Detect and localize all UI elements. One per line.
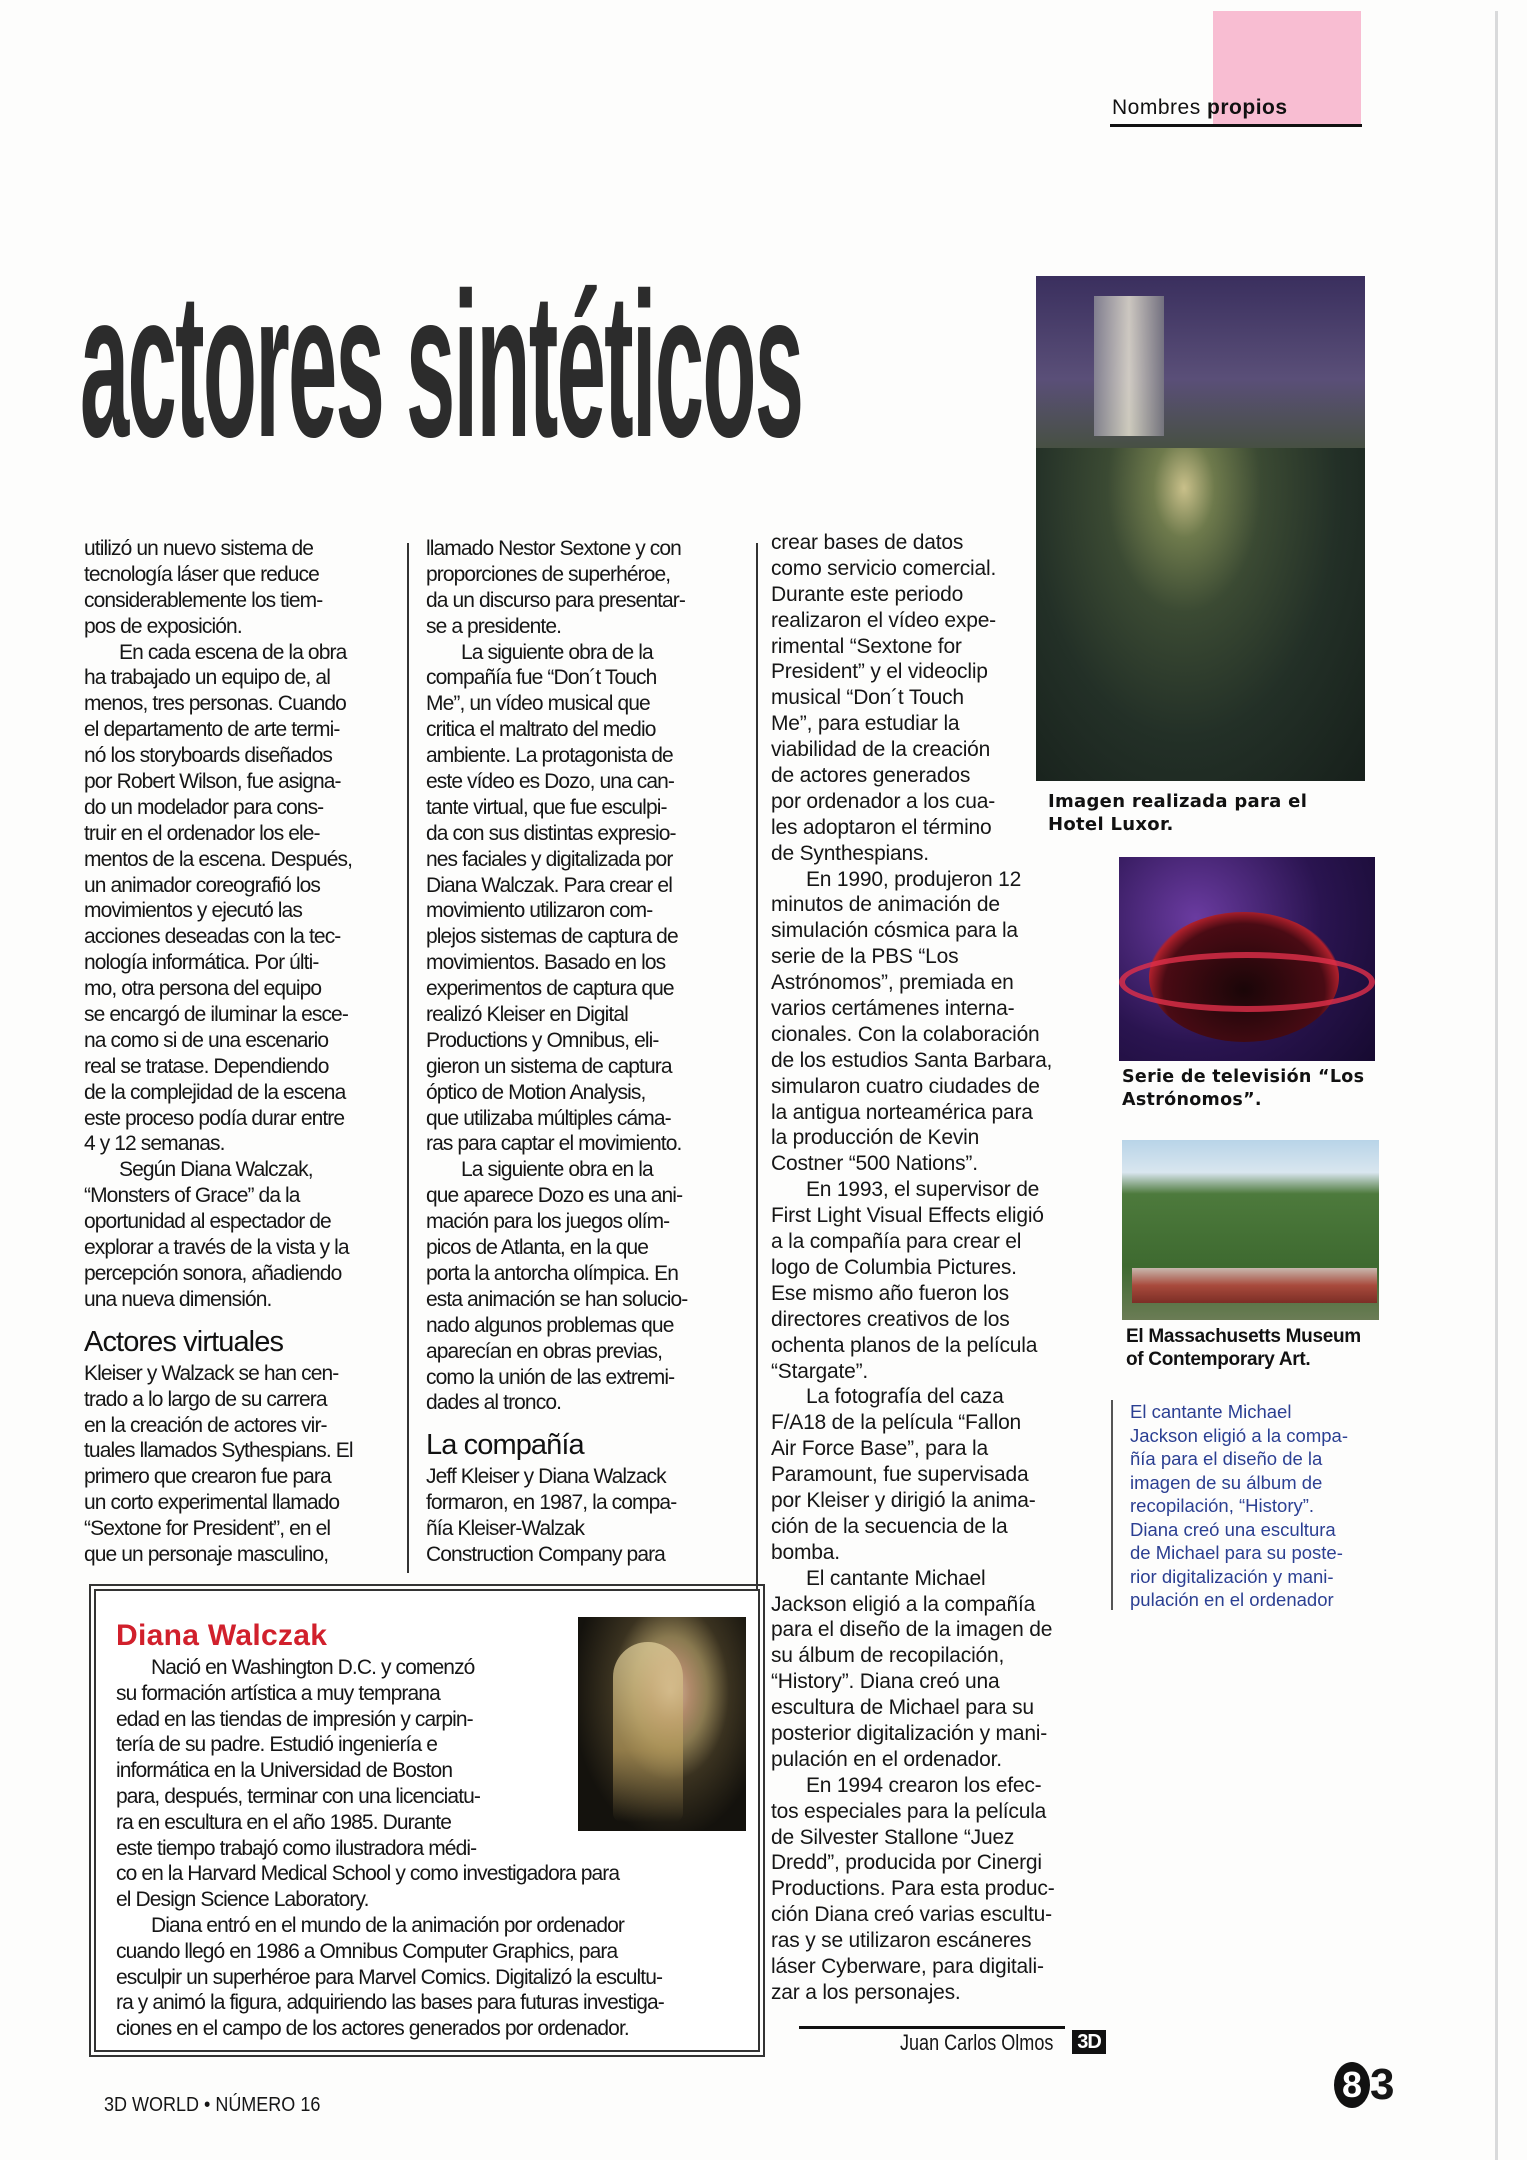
- photo-museum: [1122, 1140, 1379, 1320]
- paragraph: [426, 536, 687, 640]
- sidenote-line: imagen de su álbum de: [1130, 1471, 1323, 1493]
- photo-astronomos: [1119, 857, 1375, 1061]
- text-line: Construction Company para: [426, 1542, 665, 1566]
- byline-author: Juan Carlos Olmos: [900, 2030, 1054, 2055]
- text-line: el departamento de arte termi-: [84, 718, 340, 742]
- text-line: “Monsters of Grace” da la: [84, 1184, 300, 1208]
- paragraph: [771, 867, 1055, 1178]
- text-line: por Kleiser y dirigió la anima-: [771, 1488, 1036, 1512]
- text-line: movimientos y ejecutó las: [84, 899, 302, 923]
- bio-line: ra en escultura en el año 1985. Durante: [116, 1810, 451, 1834]
- text-line: por Robert Wilson, fue asigna-: [84, 770, 341, 794]
- text-line: La fotografía del caza: [806, 1385, 1004, 1409]
- text-line: que aparece Dozo es una ani-: [426, 1184, 683, 1208]
- sidenote: [1130, 1400, 1348, 1612]
- sidenote-line: Jackson eligió a la compa-: [1130, 1424, 1348, 1446]
- subheading: Actores virtuales: [84, 1325, 284, 1358]
- text-line: este proceso podía durar entre: [84, 1106, 345, 1130]
- paragraph: [771, 1773, 1055, 2006]
- text-line: menos, tres personas. Cuando: [84, 692, 346, 716]
- text-line: primero que crearon fue para: [84, 1465, 331, 1489]
- text-line: “History”. Diana creó una: [771, 1670, 1000, 1694]
- text-line: Air Force Base”, para la: [771, 1437, 988, 1461]
- text-line: El cantante Michael: [806, 1566, 986, 1590]
- bio-line: ra y animó la figura, adquiriendo las bases para futuras investiga-: [116, 1991, 664, 2015]
- text-line: mo, otra persona del equipo: [84, 977, 322, 1001]
- paragraph: [84, 1157, 353, 1312]
- text-line: trado a lo largo de su carrera: [84, 1387, 327, 1411]
- text-line: ras y se utilizaron escáneres: [771, 1929, 1032, 1953]
- caption-line: El Massachusetts Museum: [1126, 1326, 1361, 1347]
- photo-hotel-luxor: [1036, 276, 1365, 781]
- text-line: Según Diana Walczak,: [119, 1158, 313, 1182]
- bio-line: Diana entró en el mundo de la animación por ordenador: [151, 1913, 624, 1937]
- text-line: da con sus distintas expresio-: [426, 821, 676, 845]
- paragraph: [771, 1177, 1055, 1384]
- text-line: pos de exposición.: [84, 614, 242, 638]
- text-line: President” y el videoclip: [771, 660, 988, 684]
- footer-publication: 3D WORLD • NÚMERO 16: [104, 2094, 321, 2116]
- section-bold: propios: [1207, 96, 1288, 119]
- bio-line: informática en la Universidad de Boston: [116, 1759, 453, 1783]
- bio-line: ciones en el campo de los actores generados por ordenador.: [116, 2017, 629, 2041]
- page-number: [1334, 2060, 1394, 2110]
- paragraph: [771, 1566, 1055, 1773]
- text-line: na como si de una escenario: [84, 1028, 329, 1052]
- text-line: picos de Atlanta, en la que: [426, 1236, 649, 1260]
- text-line: porta la antorcha olímpica. En: [426, 1261, 678, 1285]
- section-regular: Nombres: [1112, 96, 1201, 119]
- text-line: tos especiales para la película: [771, 1799, 1047, 1823]
- text-line: gieron un sistema de captura: [426, 1054, 672, 1078]
- text-line: movimientos. Basado en los: [426, 951, 666, 975]
- text-line: considerablemente los tiem-: [84, 588, 323, 612]
- text-line: Jeff Kleiser y Diana Walzack: [426, 1465, 666, 1489]
- text-line: les adoptaron el término: [771, 815, 992, 839]
- text-column-3: [771, 530, 1055, 2006]
- text-line: ochenta planos de la película: [771, 1333, 1038, 1357]
- text-line: directores creativos de los: [771, 1307, 1010, 1331]
- text-line: para el diseño de la imagen de: [771, 1618, 1053, 1642]
- article-title: actores sintéticos: [80, 250, 803, 480]
- text-line: acciones deseadas con la tec-: [84, 925, 341, 949]
- text-line: pulación en el ordenador.: [771, 1747, 1002, 1771]
- text-line: explorar a través de la vista y la: [84, 1236, 349, 1260]
- caption-line: Imagen realizada para el: [1048, 791, 1308, 812]
- text-line: bomba.: [771, 1540, 840, 1564]
- paragraph: [771, 1384, 1055, 1565]
- sidenote-line: ñía para el diseño de la: [1130, 1448, 1323, 1469]
- text-column-1: [84, 536, 353, 1568]
- text-line: percepción sonora, añadiendo: [84, 1261, 342, 1285]
- bio-line: edad en las tiendas de impresión y carpin-: [116, 1707, 473, 1731]
- bio-line: esculpir un superhéroe para Marvel Comics. Digitalizó la escultu-: [116, 1965, 663, 1989]
- text-line: un corto experimental llamado: [84, 1491, 340, 1515]
- text-line: 4 y 12 semanas.: [84, 1132, 225, 1156]
- bio-line: el Design Science Laboratory.: [116, 1888, 369, 1912]
- photo-diana-walczak: [578, 1617, 746, 1831]
- bio-line: este tiempo trabajó como ilustradora médi-: [116, 1836, 477, 1860]
- text-line: do un modelador para cons-: [84, 795, 324, 819]
- text-line: Diana Walczak. Para crear el: [426, 873, 672, 897]
- text-line: ha trabajado un equipo de, al: [84, 666, 330, 690]
- sidenote-line: rior digitalización y mani-: [1130, 1565, 1334, 1587]
- bio-line: Nació en Washington D.C. y comenzó: [151, 1656, 475, 1679]
- text-line: nes faciales y digitalizada por: [426, 847, 673, 871]
- caption-line: Astrónomos”.: [1122, 1090, 1262, 1110]
- text-line: que un personaje masculino,: [84, 1542, 329, 1566]
- text-line: Me”, para estudiar la: [771, 712, 960, 736]
- text-line: musical “Don´t Touch: [771, 686, 964, 710]
- text-line: simulación cósmica para la: [771, 919, 1018, 943]
- text-line: Kleiser y Walzack se han cen-: [84, 1361, 339, 1385]
- text-line: minutos de animación de: [771, 893, 1000, 917]
- paragraph: [84, 1361, 353, 1568]
- text-line: su álbum de recopilación,: [771, 1644, 1005, 1668]
- caption-line: of Contemporary Art.: [1126, 1349, 1311, 1370]
- text-line: mentos de la escena. Después,: [84, 847, 353, 871]
- text-line: rimental “Sextone for: [771, 634, 962, 658]
- text-line: utilizó un nuevo sistema de: [84, 537, 314, 560]
- sidenote-line: de Michael para su poste-: [1130, 1542, 1343, 1563]
- text-line: Paramount, fue supervisada: [771, 1463, 1029, 1487]
- text-line: Jackson eligió a la compañía: [771, 1592, 1036, 1616]
- text-line: critica el maltrato del medio: [426, 718, 656, 742]
- text-line: Productions. Para esta produc-: [771, 1877, 1055, 1901]
- sidenote-line: El cantante Michael: [1130, 1401, 1292, 1422]
- text-line: tecnología láser que reduce: [84, 562, 319, 586]
- sidenote-rule: [1111, 1400, 1113, 1610]
- text-line: como servicio comercial.: [771, 556, 997, 580]
- text-line: Productions y Omnibus, eli-: [426, 1028, 659, 1052]
- text-line: da un discurso para presentar-: [426, 588, 685, 612]
- text-line: ras para captar el movimiento.: [426, 1132, 682, 1156]
- caption-astronomos: [1122, 1066, 1364, 1112]
- sidenote-line: Diana creó una escultura: [1130, 1518, 1336, 1540]
- text-line: simularon cuatro ciudades de: [771, 1074, 1040, 1098]
- text-line: láser Cyberware, para digitali-: [771, 1954, 1044, 1978]
- text-line: de actores generados: [771, 764, 971, 788]
- section-rule: [1110, 124, 1362, 127]
- text-line: F/A18 de la película “Fallon: [771, 1411, 1022, 1435]
- paragraph: [426, 1464, 687, 1568]
- text-line: dades al tronco.: [426, 1391, 562, 1415]
- text-line: En 1990, produjeron 12: [806, 867, 1022, 891]
- text-line: posterior digitalización y mani-: [771, 1721, 1048, 1745]
- text-line: crear bases de datos: [771, 531, 964, 554]
- text-line: viabilidad de la creación: [771, 738, 991, 762]
- bio-line: para, después, terminar con una licenciatu-: [116, 1784, 481, 1808]
- text-line: de los estudios Santa Barbara,: [771, 1048, 1053, 1072]
- text-line: experimentos de captura que: [426, 977, 674, 1001]
- text-line: Durante este periodo: [771, 582, 964, 606]
- text-line: de la complejidad de la escena: [84, 1080, 346, 1104]
- text-line: ción Diana creó varias escultu-: [771, 1903, 1052, 1927]
- text-line: nó los storyboards diseñados: [84, 744, 332, 768]
- text-line: llamado Nestor Sextone y con: [426, 537, 681, 560]
- text-line: First Light Visual Effects eligió: [771, 1204, 1044, 1228]
- paragraph: [84, 640, 353, 1158]
- text-line: truir en el ordenador los ele-: [84, 821, 320, 845]
- bio-line: su formación artística a muy temprana: [116, 1681, 440, 1705]
- paragraph: [771, 530, 1055, 867]
- sidenote-line: pulación en el ordenador: [1130, 1589, 1334, 1610]
- page-edge: [1495, 11, 1498, 2160]
- text-line: serie de la PBS “Los: [771, 945, 959, 969]
- text-line: nado algunos problemas que: [426, 1313, 674, 1337]
- paragraph: [426, 1157, 687, 1416]
- text-line: En cada escena de la obra: [119, 640, 347, 664]
- text-line: Me”, un vídeo musical que: [426, 692, 650, 716]
- text-line: Astrónomos”, premiada en: [771, 971, 1014, 995]
- text-line: aparecían en obras previas,: [426, 1339, 663, 1363]
- text-line: la producción de Kevin: [771, 1126, 980, 1150]
- text-line: se encargó de iluminar la esce-: [84, 1003, 348, 1027]
- text-line: en la creación de actores vir-: [84, 1413, 327, 1437]
- text-line: Ese mismo año fueron los: [771, 1281, 1009, 1305]
- text-line: de Synthespians.: [771, 841, 929, 865]
- text-line: esta animación se han solucio-: [426, 1287, 688, 1311]
- paragraph: [84, 536, 353, 640]
- text-line: nología informática. Por últi-: [84, 951, 319, 975]
- end-mark-logo: 3D: [1072, 2030, 1106, 2054]
- text-line: “Stargate”.: [771, 1359, 869, 1383]
- text-line: logo de Columbia Pictures.: [771, 1255, 1017, 1279]
- sidenote-line: recopilación, “History”.: [1130, 1495, 1315, 1516]
- column-divider: [407, 543, 409, 1573]
- caption-museum: [1126, 1325, 1361, 1371]
- subheading: La compañía: [426, 1429, 584, 1462]
- text-line: tuales llamados Sythespians. El: [84, 1439, 353, 1463]
- bio-line: co en la Harvard Medical School y como investigadora para: [116, 1862, 620, 1886]
- caption-line: Hotel Luxor.: [1048, 814, 1174, 835]
- text-line: compañía fue “Don´t Touch: [426, 666, 657, 690]
- text-line: zar a los personajes.: [771, 1980, 961, 2004]
- text-line: proporciones de superhéroe,: [426, 562, 671, 586]
- text-line: Dredd”, producida por Cinergi: [771, 1851, 1042, 1875]
- bio-line: cuando llegó en 1986 a Omnibus Computer Graphics, para: [116, 1939, 618, 1963]
- text-line: óptico de Motion Analysis,: [426, 1080, 646, 1104]
- text-line: cionales. Con la colaboración: [771, 1022, 1040, 1046]
- text-line: de Silvester Stallone “Juez: [771, 1825, 1015, 1849]
- text-line: movimiento utilizaron com-: [426, 899, 653, 923]
- page-number-circled: 8: [1334, 2062, 1370, 2108]
- text-line: ción de la secuencia de la: [771, 1514, 1008, 1538]
- section-header: [1112, 96, 1288, 120]
- text-line: varios certámenes interna-: [771, 997, 1015, 1021]
- text-column-2: [426, 536, 687, 1568]
- text-line: En 1994 crearon los efec-: [806, 1773, 1042, 1797]
- text-line: ambiente. La protagonista de: [426, 744, 673, 768]
- text-line: La siguiente obra de la: [461, 640, 653, 664]
- text-line: un animador coreografió los: [84, 873, 321, 897]
- text-line: oportunidad al espectador de: [84, 1210, 331, 1234]
- text-line: como la unión de las extremi-: [426, 1365, 675, 1389]
- text-line: En 1993, el supervisor de: [806, 1178, 1040, 1202]
- byline-rule: [799, 2026, 1065, 2029]
- bio-name: Diana Walczak: [116, 1619, 328, 1652]
- text-line: realizaron el vídeo expe-: [771, 608, 996, 632]
- text-line: que utilizaba múltiples cáma-: [426, 1106, 671, 1130]
- bio-line: tería de su padre. Estudió ingeniería e: [116, 1733, 437, 1757]
- text-line: “Sextone for President”, en el: [84, 1517, 331, 1541]
- page-number-rest: 3: [1370, 2060, 1395, 2109]
- text-line: real se tratase. Dependiendo: [84, 1054, 329, 1078]
- text-line: realizó Kleiser en Digital: [426, 1003, 628, 1027]
- paragraph: [426, 640, 687, 1158]
- text-line: una nueva dimensión.: [84, 1287, 272, 1311]
- text-line: ñía Kleiser-Walzak: [426, 1517, 585, 1541]
- text-line: formaron, en 1987, la compa-: [426, 1491, 677, 1515]
- text-line: por ordenador a los cua-: [771, 789, 996, 813]
- text-line: tante virtual, que fue esculpi-: [426, 795, 667, 819]
- caption-luxor: [1048, 790, 1307, 836]
- text-line: mación para los juegos olím-: [426, 1210, 670, 1234]
- text-line: plejos sistemas de captura de: [426, 925, 678, 949]
- text-line: este vídeo es Dozo, una can-: [426, 770, 674, 794]
- text-line: a la compañía para crear el: [771, 1230, 1022, 1254]
- text-line: la antigua norteamérica para: [771, 1100, 1033, 1124]
- text-line: Costner “500 Nations”.: [771, 1152, 978, 1176]
- text-line: se a presidente.: [426, 614, 562, 638]
- text-line: escultura de Michael para su: [771, 1696, 1034, 1720]
- caption-line: Serie de televisión “Los: [1122, 1067, 1365, 1087]
- text-line: La siguiente obra en la: [461, 1158, 653, 1182]
